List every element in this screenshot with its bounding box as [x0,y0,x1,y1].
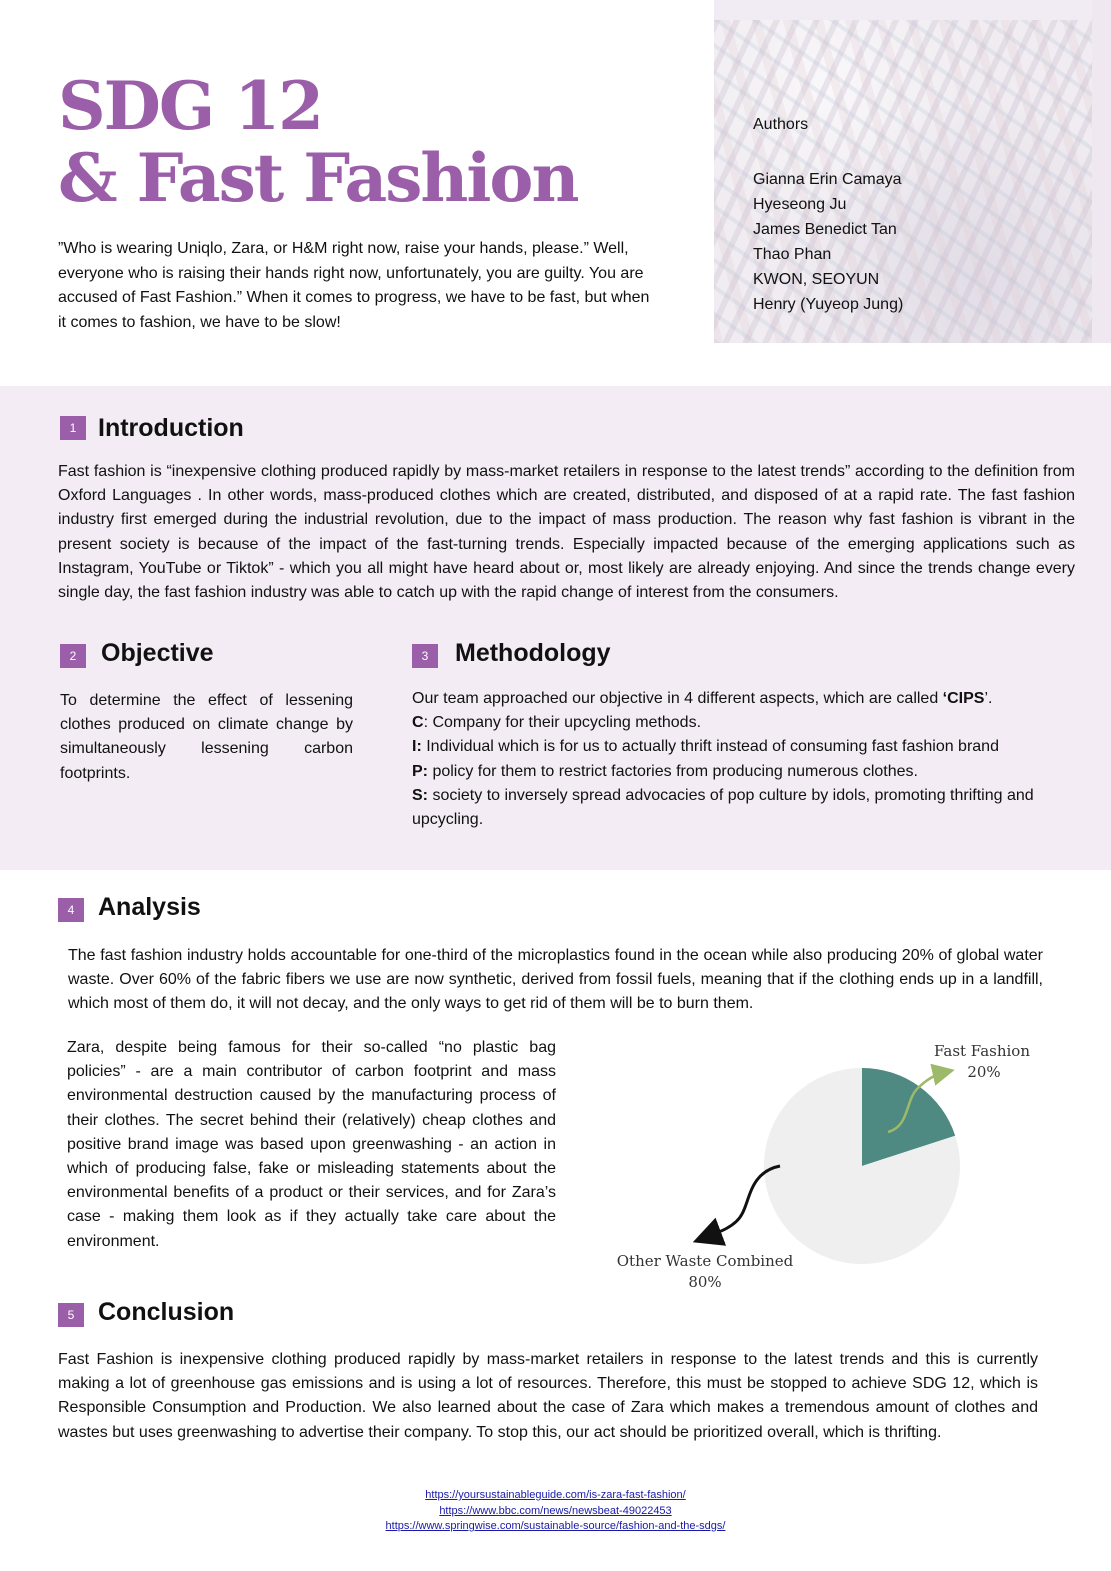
methodology-item-s [412,784,1057,832]
section-number-1: 1 [60,416,86,440]
section-number-3: 3 [412,644,438,668]
title-line-1: SDG 12 [58,67,323,145]
label-other-waste: Other Waste Combined [616,1252,794,1270]
author-name: Henry (Yuyeop Jung) [753,296,904,313]
author-name: Gianna Erin Camaya [753,171,902,188]
methodology-item-c [412,711,1057,735]
item-text: society to inversely spread advocacies of pop culture by idols, promoting thrifting and upcycling. [412,786,1034,829]
item-text: policy for them to restrict factories from producing numerous clothes. [428,762,918,780]
pie-slices [764,1068,960,1264]
photo-top-strip [714,0,1111,20]
author-name: James Benedict Tan [753,221,897,238]
waste-pie-chart [600,1030,1060,1300]
analysis-text-1: The fast fashion industry holds accountable for one-third of the microplastics found in the ocean while also producing 20% of global water waste. Over 60% of the fabric fibers we use are now synthetic, derived from fossil fuels, meaning that if the clothing ends up in a landfill, which most of them do, it will not decay, and the only ways to get rid of them will be to burn them. [68,947,1043,1013]
reference-link[interactable]: https://www.springwise.com/sustainable-source/fashion-and-the-sdgs/ [385,1520,726,1532]
introduction-heading: Introduction [98,414,244,442]
label-fast-fashion-value: 20% [967,1063,1001,1081]
author-name: Hyeseong Ju [753,196,847,213]
conclusion-text: Fast Fashion is inexpensive clothing produced rapidly by mass-market retailers in response to the latest trends and this is currently making a lot of greenhouse gas emissions and is using a lot of resources. Therefore, this must be stopped to achieve SDG 12, which is Responsible Consumption and Production. We also learned about the case of Zara which makes a tremendous amount of clothes and wastes but uses greenwashing to advertise their company. To stop this, our act should be prioritized overall, which is thrifting. [58,1351,1038,1441]
clothes-pile-image [714,20,1092,343]
label-fast-fashion: Fast Fashion [933,1042,1031,1060]
methodology-item-p [412,760,1057,784]
reference-link[interactable]: https://yoursustainableguide.com/is-zara-fast-fashion/ [425,1489,686,1501]
item-text: Individual which is for us to actually thrift instead of consuming fast fashion brand [421,738,999,756]
methodology-intro [412,687,1057,711]
methodology-item-i [412,735,1057,759]
analysis-heading: Analysis [98,893,201,921]
cips-label: ‘CIPS [942,690,985,707]
section-number-4: 4 [58,898,84,922]
methodology-intro-text: Our team approached our objective in 4 different aspects, which are called [412,690,943,707]
label-other-waste-value: 80% [688,1273,722,1291]
author-name: KWON, SEOYUN [753,271,880,288]
intro-quote: ”Who is wearing Uniqlo, Zara, or H&M right now, raise your hands, please.” Well, everyone who is raising their hands right now, unfortunately, you are guilty. You are accused of Fast Fashion.” When it comes to progress, we have to be fast, but when it comes to fashion, we have to be slow! [58,240,650,331]
reference-link[interactable]: https://www.bbc.com/news/newsbeat-49022453 [439,1504,672,1517]
item-letter: I: [412,738,422,756]
pie-svg [600,1030,1060,1300]
methodology-heading: Methodology [455,639,611,667]
section-number-5: 5 [58,1303,84,1327]
methodology-intro-end: ’. [984,690,993,707]
photo-side-strip [1092,0,1111,343]
page-title [58,67,578,217]
conclusion-heading: Conclusion [98,1298,235,1326]
authors-heading: Authors [753,116,809,133]
item-text: : Company for their upcycling methods. [423,714,702,732]
references [0,1488,1111,1535]
section-number-2: 2 [60,644,86,668]
introduction-text: Fast fashion is “inexpensive clothing produced rapidly by mass-market retailers in response to the latest trends” according to the definition from Oxford Languages . In other words, mass-produced clothes which are created, distributed, and disposed of at a rapid rate. The fast fashion industry first emerged during the industrial revolution, due to the impact of mass production. The reason why fast fashion is vibrant in the present society is because of the impact of the fast-turning trends. Especially impacted because of the emerging applications such as Instagram, YouTube or Tiktok” - which you all might have heard about or, most likely are already enjoying. And since the trends change every single day, the fast fashion industry was able to catch up with the rapid change of interest from the consumers. [58,463,1075,602]
objective-text: To determine the effect of lessening clothes produced on climate change by simultaneously lessening carbon footprints. [60,692,353,782]
methodology-text [412,687,1057,832]
item-letter: P: [412,762,428,780]
item-letter: S: [412,786,428,804]
authors-block [753,112,903,317]
objective-heading: Objective [101,639,214,667]
item-letter: C [412,714,424,732]
author-name: Thao Phan [753,246,832,263]
title-line-2: & Fast Fashion [58,139,578,217]
analysis-text-2: Zara, despite being famous for their so-called “no plastic bag policies” - are a main contributor of carbon footprint and mass environmental destruction caused by the manufacturing process of their clothes. The secret behind their (relatively) cheap clothes and positive brand image was based upon greenwashing - an action in which of producing false, fake or misleading statements about the environmental benefits of a product or their services, and for Zara’s case - making them look as if they actually take care about the environment. [67,1039,556,1250]
